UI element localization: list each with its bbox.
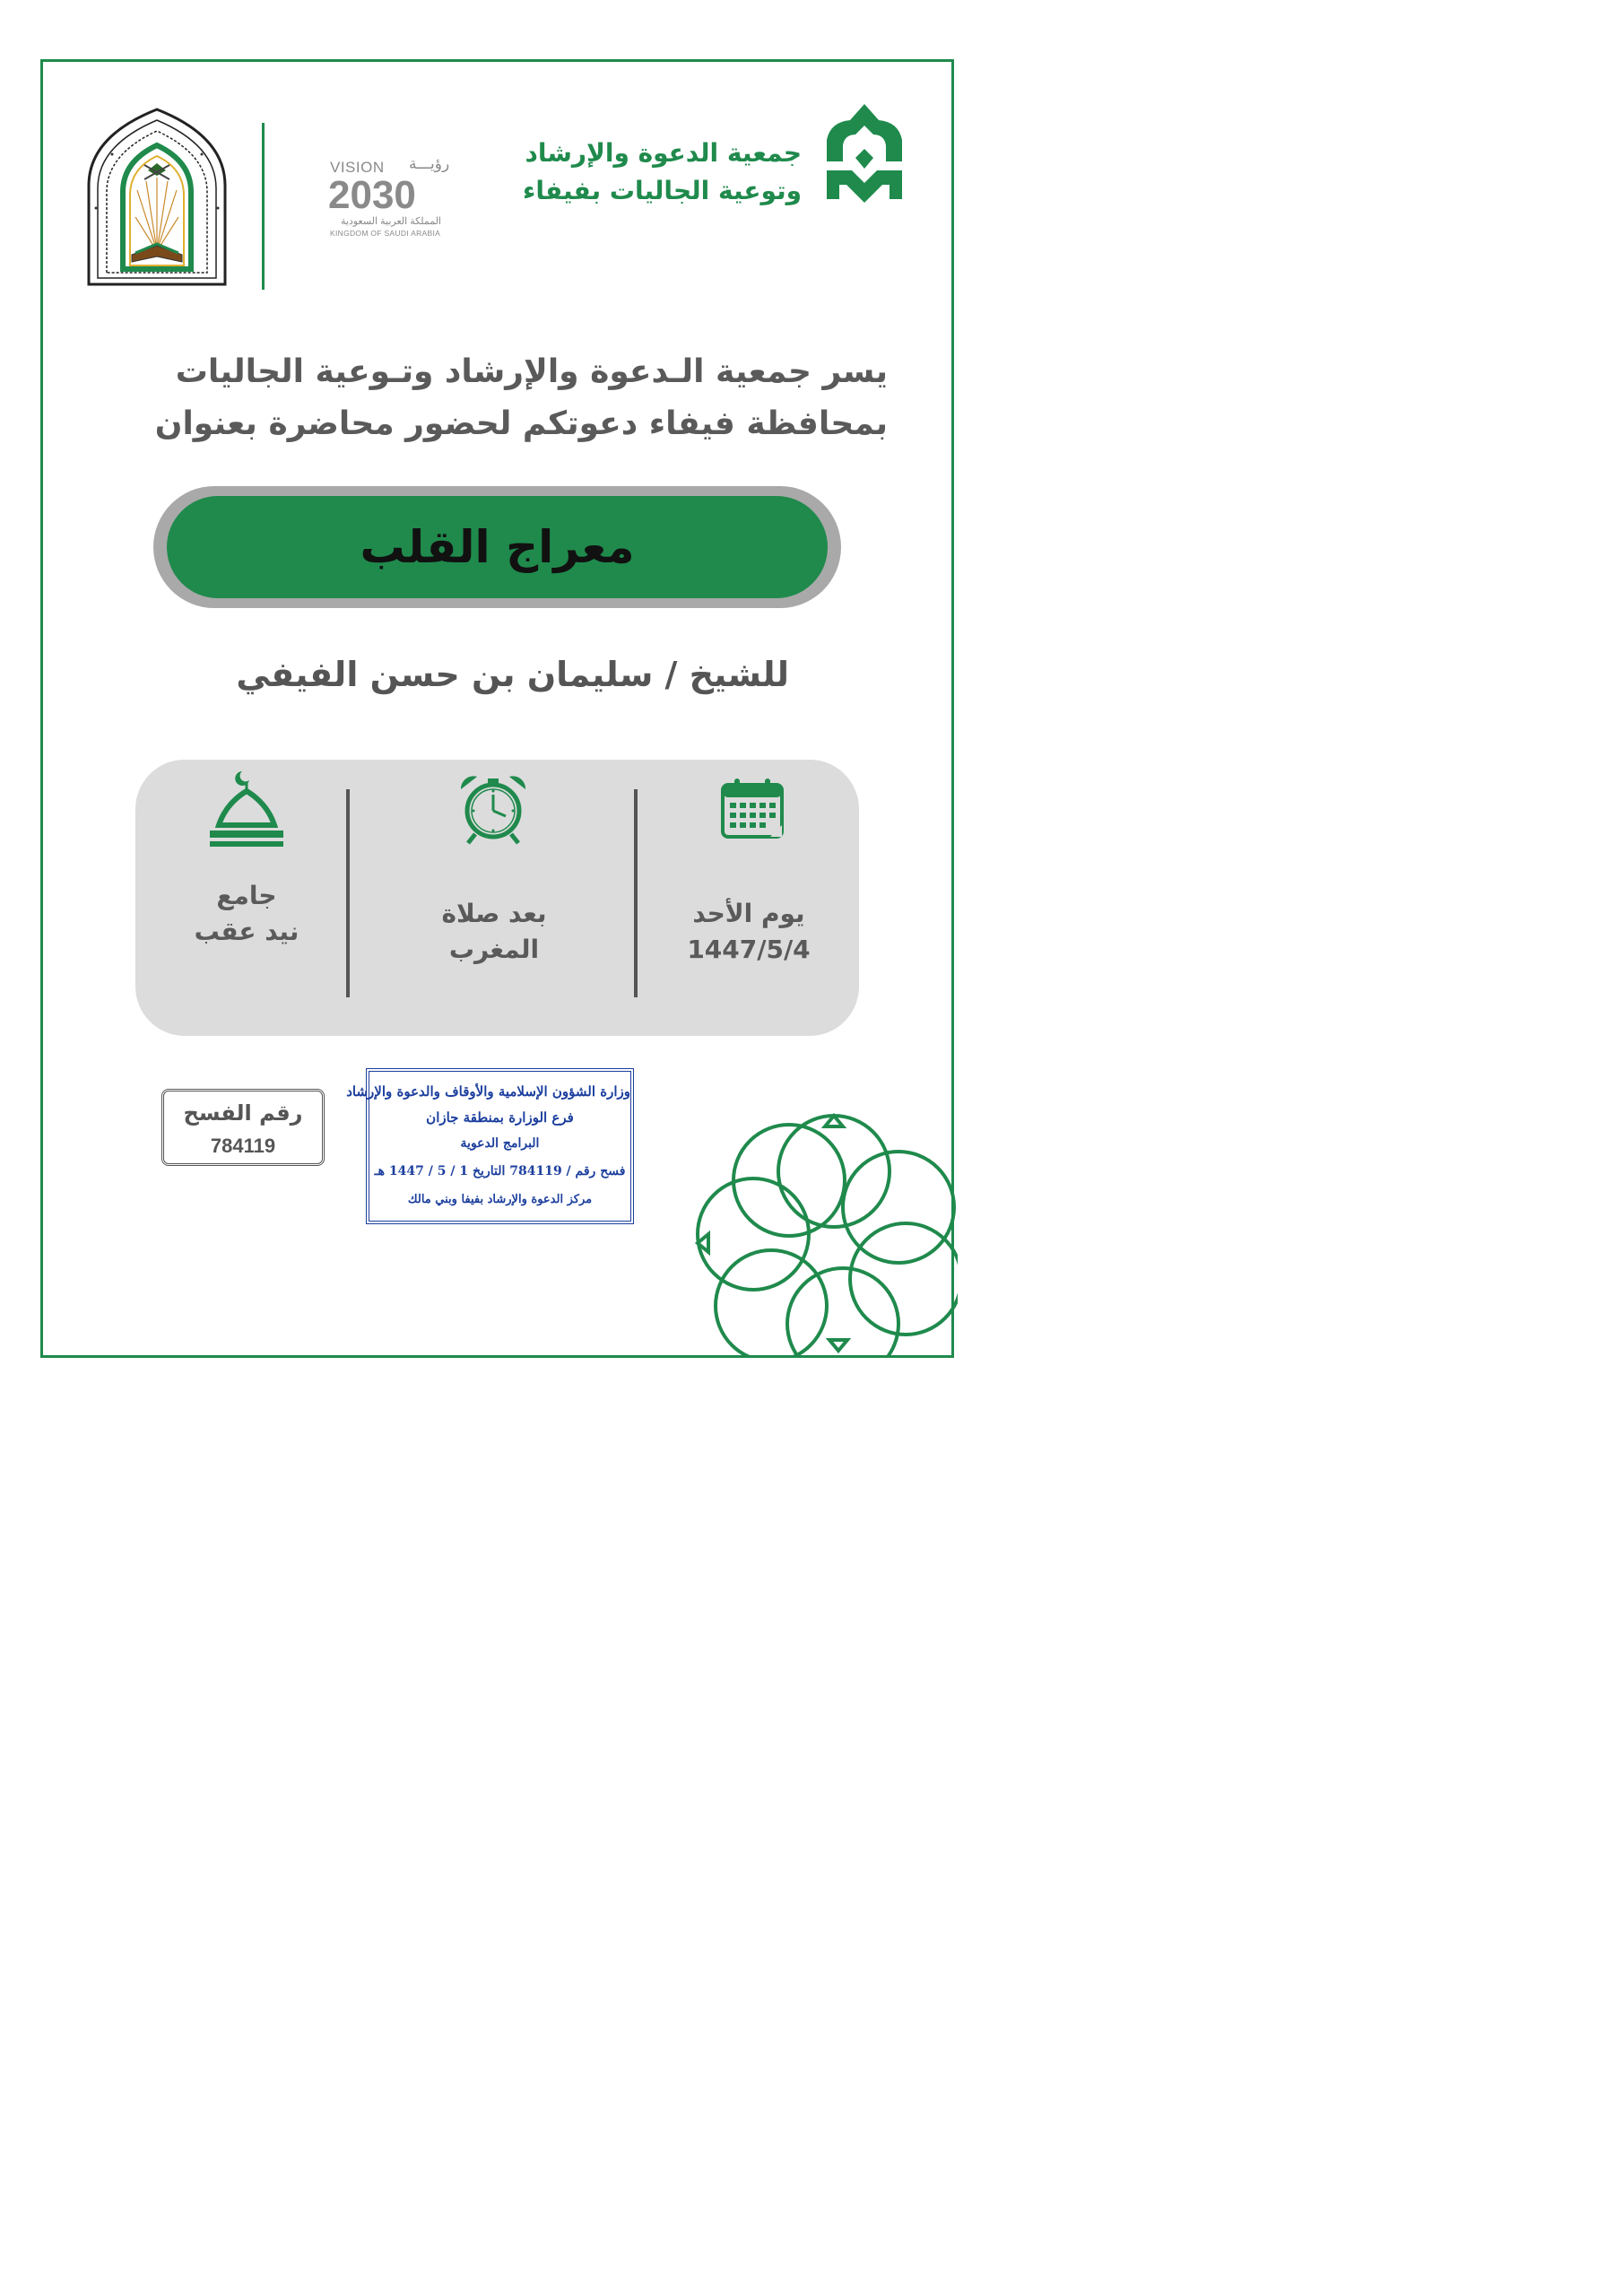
header-divider — [262, 123, 265, 290]
panel-divider — [346, 789, 350, 997]
panel-divider — [634, 789, 638, 997]
ministry-seal-icon — [85, 100, 229, 289]
alarm-clock-icon — [457, 771, 529, 845]
stamp-line-permit: فسح رقم / 784119 التاريخ 1 / 5 / 1447 هـ — [374, 1164, 626, 1178]
vision-2030-logo — [325, 154, 452, 240]
title-banner — [167, 496, 828, 598]
intro-line2: بمحافظة فيفاء دعوتكم لحضور محاضرة بعنوان — [154, 405, 888, 442]
vision-year: 2030 — [328, 174, 416, 213]
intro-line1: يسر جمعية الـدعوة والإرشاد وتـوعية الجاليات — [175, 353, 888, 390]
calendar-icon — [720, 778, 785, 840]
mosque-dome-icon — [206, 770, 287, 848]
vision-kingdom-en: KINGDOM OF SAUDI ARABIA — [330, 229, 441, 238]
official-stamp — [346, 1068, 634, 1224]
stamp-line-programs: البرامج الدعوية — [460, 1136, 540, 1151]
stamp-line-ministry: وزارة الشؤون الإسلامية والأوقاف والدعوة والإرشاد — [346, 1083, 630, 1100]
islamic-ornament-decoration — [690, 1109, 958, 1358]
vision-year-graphic — [328, 174, 448, 213]
event-day-name: يوم الأحد — [692, 899, 805, 928]
stamp-line-center: مركز الدعوة والإرشاد بفيفا وبني مالك — [407, 1193, 593, 1206]
event-day — [668, 896, 829, 968]
stamp-line-branch: فرع الوزارة بمنطقة جازان — [426, 1109, 574, 1126]
lecture-title: معراج القلب — [360, 521, 635, 573]
org-name-line1: جمعية الدعوة والإرشاد — [525, 138, 802, 168]
permit-label: رقم الفسح — [183, 1100, 303, 1126]
event-time-line1: بعد صلاة — [441, 899, 547, 928]
vision-word-ar: رؤيـــة — [409, 155, 450, 172]
permit-number: 784119 — [210, 1135, 276, 1157]
intro-text — [90, 346, 888, 450]
speaker-name: للشيخ / سليمان بن حسن الفيفي — [236, 655, 789, 694]
event-flyer — [0, 0, 990, 1401]
event-date: 1447/5/4 — [687, 935, 811, 964]
permit-box — [161, 1089, 325, 1166]
event-time-line2: المغرب — [448, 935, 540, 964]
org-name — [515, 135, 802, 210]
vision-kingdom-ar: المملكة العربية السعودية — [341, 216, 441, 227]
event-time — [409, 896, 579, 968]
event-place — [161, 878, 332, 950]
vision-word: VISION — [330, 159, 385, 176]
org-emblem-icon — [820, 100, 909, 204]
event-place-line2: نيد عقب — [194, 917, 299, 946]
event-place-line1: جامع — [216, 881, 277, 910]
org-name-line2: وتوعية الجاليات بفيفاء — [523, 176, 802, 205]
